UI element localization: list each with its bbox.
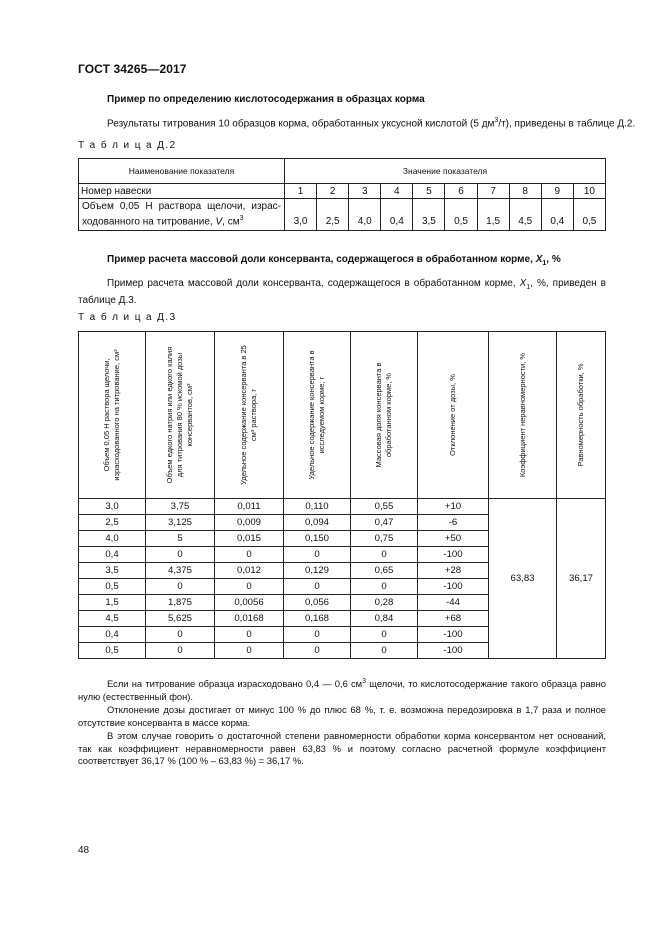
table2-caption: Т а б л и ц а Д.2 (78, 140, 177, 151)
table3-header-cell: Объем 0,05 Н раствора щелочи, израсходованного на титрование, см³ (79, 332, 146, 499)
table-cell: 4 (381, 184, 413, 199)
table-cell: 0 (215, 579, 284, 595)
table-cell: -44 (418, 595, 489, 611)
table3-header-cell: Коэффициент неравномерности, % (489, 332, 557, 499)
table-cell: 0,009 (215, 515, 284, 531)
table-cell: 0 (146, 579, 215, 595)
table-d2 (78, 158, 606, 231)
table-cell: 2,5 (79, 515, 146, 531)
table-cell: 2 (317, 184, 349, 199)
table-cell: -100 (418, 643, 489, 659)
table-cell: 0,129 (284, 563, 351, 579)
coefficient-value: 63,83 (489, 499, 557, 659)
table-cell: 9 (541, 184, 573, 199)
table3-header-cell: Массовая доля консерванта в обработанном корме, % (351, 332, 418, 499)
table-cell: 0,5 (79, 643, 146, 659)
table-cell: 0 (284, 627, 351, 643)
table-cell: 0,168 (284, 611, 351, 627)
table-cell: 0 (351, 547, 418, 563)
table-cell: 0,056 (284, 595, 351, 611)
table-cell: 0,4 (79, 627, 146, 643)
table-cell: -100 (418, 579, 489, 595)
table-cell: 7 (477, 184, 509, 199)
table-cell: 0 (284, 547, 351, 563)
table-cell: 3,125 (146, 515, 215, 531)
table-cell: -100 (418, 627, 489, 643)
table-cell: +68 (418, 611, 489, 627)
table-cell: 5 (146, 531, 215, 547)
table-cell: 0 (351, 643, 418, 659)
document-code: ГОСТ 34265—2017 (78, 62, 187, 76)
notes (78, 676, 606, 769)
table-cell: -100 (418, 547, 489, 563)
table-cell: 0,4 (541, 199, 573, 231)
table-cell: 3,5 (79, 563, 146, 579)
table-cell: 0,015 (215, 531, 284, 547)
table-cell: 4,5 (79, 611, 146, 627)
table-cell: 0,150 (284, 531, 351, 547)
table2-row1-label: Номер навески (79, 184, 285, 199)
table-cell: 0 (215, 547, 284, 563)
section2-paragraph: Пример расчета массовой доли консерванта, содержащегося в обработанном корме, $X_1$, %, приведен в таблице Д.3. (78, 278, 606, 306)
note-3: В этом случае говорить о достаточной степени равномерности обработки корма консервантом нет оснований, так как коэффициент неравномерности равен 63,83 % и поэтому согласно расчетной формуле коэффициент соответствует 36,17 % (100 % – 63,83 %) = 36,17 %. (78, 730, 606, 767)
table-cell: 3,75 (146, 499, 215, 515)
table-cell: -6 (418, 515, 489, 531)
table-cell: 0,0056 (215, 595, 284, 611)
table-cell: 0,65 (351, 563, 418, 579)
table-row (79, 184, 606, 199)
table-cell: 0,47 (351, 515, 418, 531)
table-cell: 8 (509, 184, 541, 199)
table-cell: 1,875 (146, 595, 215, 611)
table-cell: 0 (284, 643, 351, 659)
table3-header-cell: Отклонение от дозы, % (418, 332, 489, 499)
table-cell: 5,625 (146, 611, 215, 627)
table-cell: 0,110 (284, 499, 351, 515)
table-cell: +50 (418, 531, 489, 547)
table-cell: 3,0 (79, 499, 146, 515)
table3-header-cell: Равномерность обработки, % (557, 332, 606, 499)
section2-heading: Пример расчета массовой доли консерванта, содержащегося в обработанном корме, $X_1$, % (107, 254, 561, 267)
table-cell: 0,0168 (215, 611, 284, 627)
uniformity-value: 36,17 (557, 499, 606, 659)
table-cell: 0 (146, 643, 215, 659)
table-cell: 4,5 (509, 199, 541, 231)
table-row (79, 199, 606, 231)
table-cell: 2,5 (317, 199, 349, 231)
table-cell: 0,75 (351, 531, 418, 547)
table2-row2-label: Объем 0,05 Н раствора щелочи, израс-ходованного на титрование, V, $см^3$ (79, 199, 285, 231)
table-cell: 6 (445, 184, 477, 199)
page-number: 48 (78, 845, 90, 856)
table-cell: 0,4 (381, 199, 413, 231)
table-cell: 0 (215, 627, 284, 643)
section1-paragraph: Результаты титрования 10 образцов корма, обработанных уксусной кислотой (5 $дм^3/т$), приведены в таблице Д.2. (107, 117, 636, 130)
table-cell: 0 (284, 579, 351, 595)
table-cell: 3,0 (285, 199, 317, 231)
table-cell: 3,5 (413, 199, 445, 231)
table3-header-row (79, 332, 606, 499)
table-cell: 4,375 (146, 563, 215, 579)
table-cell: 4,0 (79, 531, 146, 547)
table-cell: 5 (413, 184, 445, 199)
table-cell: 1,5 (79, 595, 146, 611)
table-cell: 0,84 (351, 611, 418, 627)
table-cell: 0,011 (215, 499, 284, 515)
table-cell: 0 (146, 627, 215, 643)
section1-heading: Пример по определению кислотосодержания в образцах корма (107, 94, 425, 105)
note-1: Если на титрование образца израсходовано 0,4 — 0,6 $см^3$ щелочи, то кислотосодержание такого образца равно нулю (естественный фон). (78, 678, 606, 702)
table-cell: +10 (418, 499, 489, 515)
table-cell: 0,5 (79, 579, 146, 595)
table-cell: +28 (418, 563, 489, 579)
table3-caption: Т а б л и ц а Д.3 (78, 312, 177, 323)
table-cell: 0 (215, 643, 284, 659)
table3-header-cell: Удельное содержание консерванта в исследуемом корме, г (284, 332, 351, 499)
table-cell: 0,012 (215, 563, 284, 579)
table3-header-cell: Удельное содержание консерванта в 25 см³ раствора, г (215, 332, 284, 499)
table-cell: 0 (351, 579, 418, 595)
table-cell: 1,5 (477, 199, 509, 231)
table-cell: 0,55 (351, 499, 418, 515)
table-cell: 0,28 (351, 595, 418, 611)
table-cell: 3 (349, 184, 381, 199)
table-cell: 0,5 (573, 199, 605, 231)
table-row (79, 499, 606, 515)
table3-header-cell: Объем едкого натрия или едкого калия для титрования 80 % искомой дозы консервантов, см³ (146, 332, 215, 499)
table2-header-indicator: Наименование показателя (79, 159, 285, 184)
table-cell: 0,4 (79, 547, 146, 563)
table-cell: 0 (146, 547, 215, 563)
table-cell: 0,5 (445, 199, 477, 231)
note-2: Отклонение дозы достигает от минус 100 % до плюс 68 %, т. е. возможна передозировка в 1,7 раза и полное отсутствие консерванта в массе корма. (78, 704, 606, 728)
table-cell: 4,0 (349, 199, 381, 231)
table-cell: 0 (351, 627, 418, 643)
table-cell: 1 (285, 184, 317, 199)
table2-header-value: Значение показателя (285, 159, 606, 184)
table-cell: 10 (573, 184, 605, 199)
table-cell: 0,094 (284, 515, 351, 531)
table-d3 (78, 331, 606, 659)
